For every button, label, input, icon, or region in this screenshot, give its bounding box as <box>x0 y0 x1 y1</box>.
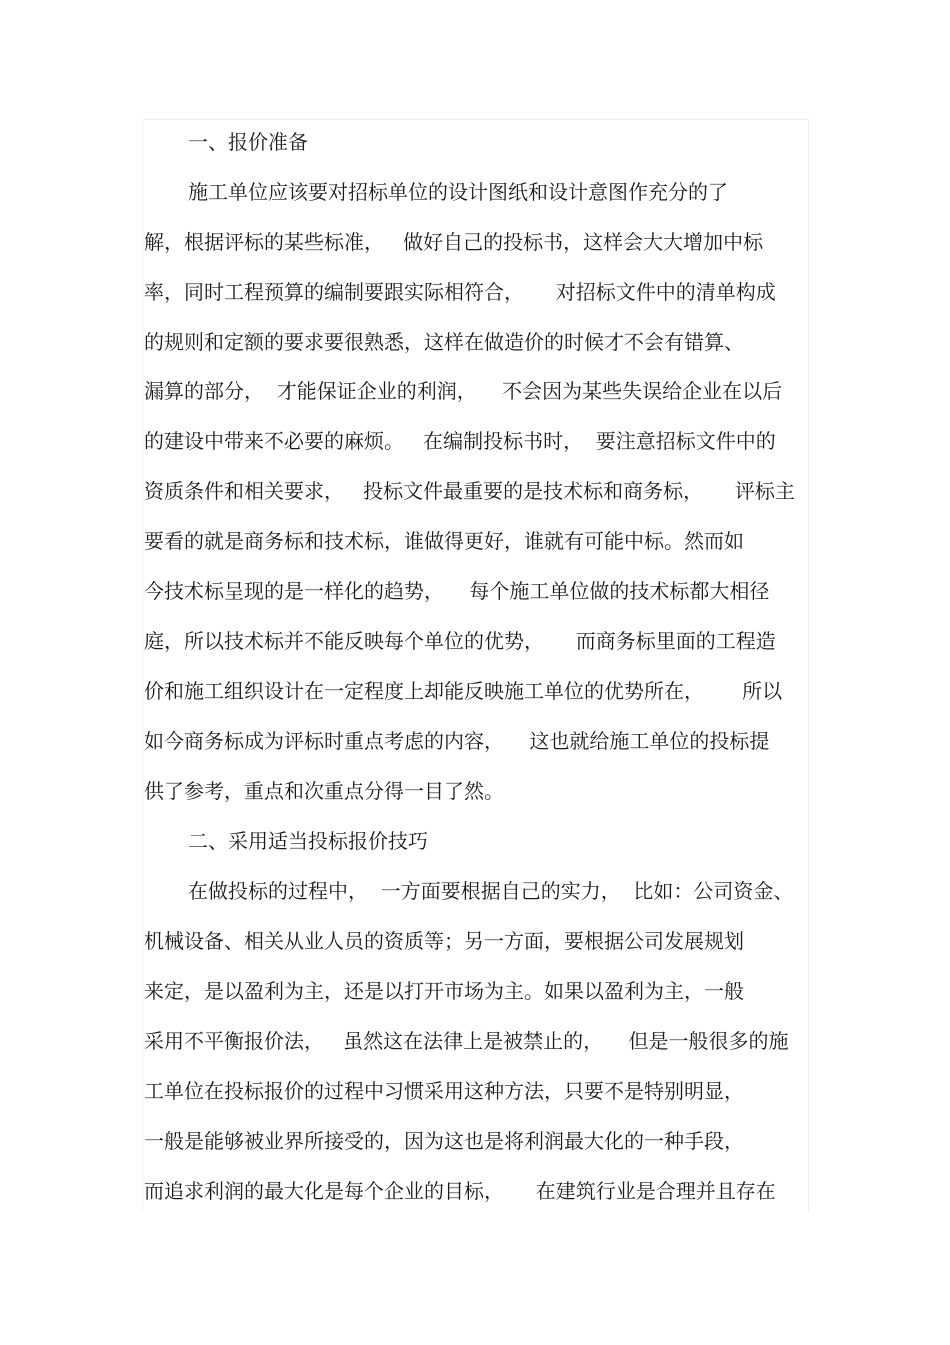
paragraph-line: 解，根据评标的某些标准， 做好自己的投标书，这样会大大增加中标 <box>144 230 764 254</box>
paragraph-line: 采用不平衡报价法， 虽然这在法律上是被禁止的， 但是一般很多的施 <box>144 1029 789 1053</box>
paragraph-line: 今技术标呈现的是一样化的趋势， 每个施工单位做的技术标都大相径 <box>144 579 770 603</box>
section-heading-1: 一、报价准备 <box>188 130 308 154</box>
paragraph-line: 在做投标的过程中， 一方面要根据自己的实力， 比如：公司资金、 <box>188 879 794 903</box>
paragraph-line: 而追求利润的最大化是每个企业的目标， 在建筑行业是合理并且存在 <box>144 1179 776 1203</box>
paragraph-line: 漏算的部分， 才能保证企业的利润， 不会因为某些失误给企业在以后 <box>144 379 783 403</box>
paragraph-line: 机械设备、相关从业人员的资质等；另一方面，要根据公司发展规划 <box>144 929 744 953</box>
paragraph-line: 供了参考，重点和次重点分得一目了然。 <box>144 779 504 803</box>
section-heading-2: 二、采用适当投标报价技巧 <box>188 829 428 853</box>
paragraph-line: 庭，所以技术标并不能反映每个单位的优势， 而商务标里面的工程造 <box>144 629 776 653</box>
paragraph-line: 要看的就是商务标和技术标，谁做得更好，谁就有可能中标。然而如 <box>144 529 744 553</box>
paragraph-line: 施工单位应该要对招标单位的设计图纸和设计意图作充分的了 <box>188 180 728 204</box>
paragraph-line: 工单位在投标报价的过程中习惯采用这种方法，只要不是特别明显， <box>144 1079 744 1103</box>
paragraph-line: 如今商务标成为评标时重点考虑的内容， 这也就给施工单位的投标提 <box>144 729 770 753</box>
paragraph-line: 的规则和定额的要求要很熟悉，这样在做造价的时候才不会有错算、 <box>144 330 744 354</box>
paragraph-line: 率，同时工程预算的编制要跟实际相符合， 对招标文件中的清单构成 <box>144 280 776 304</box>
paragraph-line: 来定，是以盈利为主，还是以打开市场为主。如果以盈利为主，一般 <box>144 979 744 1003</box>
paragraph-line: 资质条件和相关要求， 投标文件最重要的是技术标和商务标， 评标主 <box>144 479 795 503</box>
paragraph-line: 一般是能够被业界所接受的，因为这也是将利润最大化的一种手段， <box>144 1129 744 1153</box>
paragraph-line: 的建设中带来不必要的麻烦。 在编制投标书时， 要注意招标文件中的 <box>144 429 776 453</box>
paragraph-line: 价和施工组织设计在一定程度上却能反映施工单位的优势所在， 所以 <box>144 679 783 703</box>
